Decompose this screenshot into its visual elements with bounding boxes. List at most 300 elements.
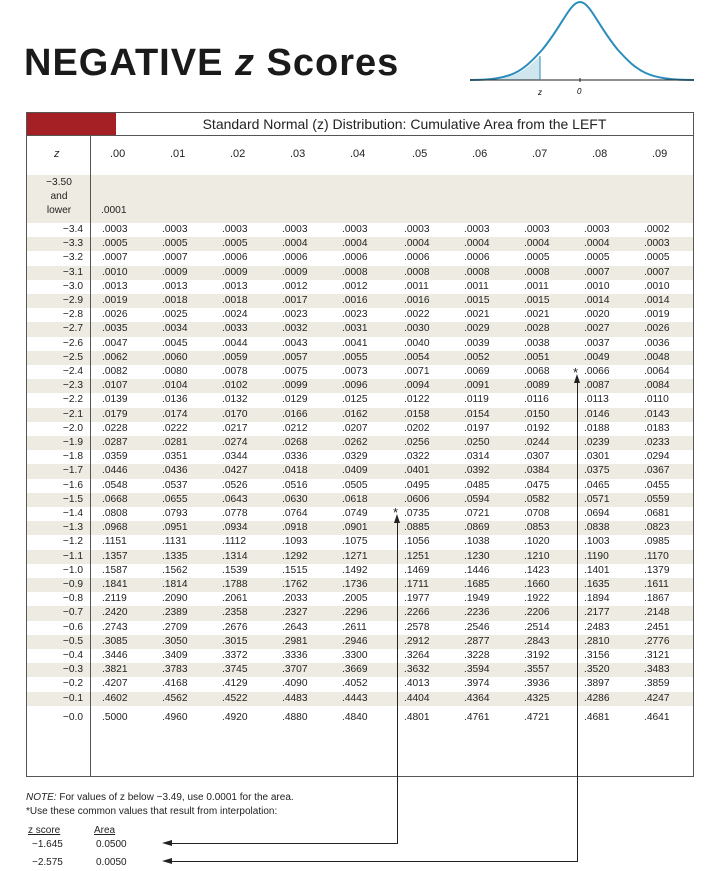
table-row [27,237,693,251]
table-cell: .0125 [342,394,368,406]
table-cell: .0594 [464,493,490,505]
table-cell: .2981 [282,635,308,647]
table-cell: .0749 [342,508,368,519]
row-z-label: −2.9 [62,295,83,306]
table-cell: .1314 [222,550,248,562]
table-cell: .3707 [282,664,308,676]
table-cell: .3974 [464,678,490,690]
table-cell: .0721 [464,508,490,519]
table-cell: .0006 [464,252,490,264]
table-cell: .0139 [102,394,128,406]
table-row [27,280,693,294]
table-row [27,322,693,336]
table-cell: .0080 [162,366,188,377]
table-cell: .4801 [404,711,430,723]
table-cell: .1736 [342,579,368,590]
table-cell: .0329 [342,451,368,463]
table-cell: .0019 [102,295,128,306]
table-cell: .1949 [464,593,490,605]
table-cell: .0036 [644,337,670,349]
table-cell: .0071 [404,366,430,377]
table-cell: .2148 [644,607,670,619]
table-cell: .5000 [102,711,128,723]
table-cell: .4247 [644,692,670,704]
table-cell: .0256 [404,437,430,448]
table-cell: .0068 [524,366,550,377]
table-cell: .0007 [162,252,188,264]
table-cell: .2912 [404,635,430,647]
table-cell: .0465 [584,479,610,491]
table-cell: .1685 [464,579,490,590]
table-cell: .0048 [644,351,670,363]
table-cell: .4721 [524,711,550,723]
table-cell: .1335 [162,550,188,562]
table-cell: .0075 [282,366,308,377]
table-cell: .0094 [404,380,430,392]
table-cell: .0359 [102,451,128,463]
table-cell: .0003 [162,224,188,235]
table-cell: .1271 [342,550,368,562]
table-cell: .3783 [162,664,188,676]
table-cell: .0003 [584,224,610,235]
table-cell: .0287 [102,437,128,448]
row-z-label: −2.6 [62,337,83,349]
table-cell: .2483 [584,621,610,633]
table-cell: .0052 [464,351,490,363]
table-cell: .0008 [342,266,368,278]
row-z-label: −2.2 [62,394,83,406]
table-cell: .0951 [162,522,188,534]
table-cell: .0107 [102,380,128,392]
table-row [27,365,693,379]
table-cell: .2946 [342,635,368,647]
row-z-label: −3.1 [62,266,83,278]
table-cell: .0436 [162,465,188,477]
table-cell: .1151 [102,536,127,548]
table-cell: .1003 [584,536,610,548]
table-cell: .1251 [404,550,430,562]
table-cell: .0004 [342,238,368,250]
table-cell: .1038 [464,536,490,548]
table-cell: .0004 [524,238,550,250]
table-cell: .0004 [404,238,430,250]
table-cell: .4602 [102,692,128,704]
table-cell: .0026 [102,309,128,321]
table-cell: .0228 [102,422,128,434]
table-cell: .0166 [282,408,308,420]
table-cell: .0375 [584,465,610,477]
table-row [27,592,693,606]
table-cell: .0132 [222,394,248,406]
table-row [27,393,693,407]
table-cell: .4443 [342,692,368,704]
mini-area-2: 0.0050 [96,857,127,868]
table-cell: .0040 [404,337,430,349]
table-cell: .0032 [282,323,308,335]
table-row [27,436,693,450]
table-cell: .4325 [524,692,550,704]
first-row-label-2: and [50,191,68,202]
table-cell: .0029 [464,323,490,335]
table-cell: .0004 [584,238,610,250]
row-z-label: −3.3 [62,238,83,250]
table-cell: .0274 [222,437,248,448]
table-cell: .2033 [282,593,308,605]
table-cell: .2358 [222,607,248,619]
table-cell: .0268 [282,437,308,448]
table-cell: .0099 [282,380,308,392]
table-cell: .0559 [644,493,670,505]
table-cell: .0010 [644,280,670,292]
table-cell: .0808 [102,508,128,519]
table-cell: .0655 [162,493,188,505]
table-cell: .0066 [584,366,610,377]
table-cell: .0024 [222,309,248,321]
row-minus-3-50-and-lower [27,175,693,223]
table-cell: .0002 [644,224,670,235]
table-cell: .0708 [524,508,550,519]
table-cell: .0062 [102,351,128,363]
table-cell: .0113 [584,394,609,406]
table-cell: .2061 [222,593,248,605]
table-cell: .0019 [644,309,670,321]
table-cell: .0082 [102,366,128,377]
table-cell: .0418 [282,465,308,477]
table-cell: .1867 [644,593,670,605]
table-cell: .0084 [644,380,670,392]
table-cell: .0007 [102,252,128,264]
row-z-label: −1.1 [62,550,83,562]
table-cell: .0853 [524,522,550,534]
table-cell: .0013 [102,280,128,292]
table-cell: .0427 [222,465,248,477]
mini-header-area: Area [94,825,116,836]
table-cell: .0078 [222,366,248,377]
table-cell: .3632 [404,664,430,676]
first-row-value: .0001 [101,205,127,216]
table-cell: .0047 [102,337,128,349]
table-cell: .4483 [282,692,308,704]
table-cell: .0005 [162,238,188,250]
row-z-label: −2.0 [62,422,83,434]
table-cell: .3520 [584,664,610,676]
table-cell: .0301 [584,451,610,463]
table-cell: .0005 [584,252,610,264]
table-row [27,266,693,280]
table-cell: .1093 [282,536,308,548]
row-z-label: −0.7 [62,607,83,619]
title-z: z [235,42,255,84]
table-cell: .1210 [524,550,550,562]
table-cell: .3085 [102,635,128,647]
table-cell: .0035 [102,323,128,335]
note-interpolation: *Use these common values that result from interpolation: [26,806,278,817]
table-cell: .0244 [524,437,550,448]
table-cell: .0838 [584,522,610,534]
table-cell: .0174 [162,408,188,420]
table-cell: .3015 [222,635,248,647]
column-header-6: .06 [472,148,488,160]
table-cell: .0005 [524,252,550,264]
table-cell: .0049 [584,351,610,363]
table-cell: .3300 [342,650,368,661]
table-cell: .0004 [282,238,308,250]
table-cell: .0146 [584,408,610,420]
row-z-label: −0.9 [62,579,83,590]
table-cell: .0003 [464,224,490,235]
table-cell: .2177 [584,607,610,619]
column-header-z: z [54,148,60,160]
table-cell: .2119 [102,593,127,605]
table-cell: .0154 [464,408,490,420]
table-cell: .0010 [584,280,610,292]
table-cell: .0091 [464,380,490,392]
table-cell: .0505 [342,479,368,491]
table-cell: .1814 [162,579,188,590]
row-z-label: −1.2 [62,536,83,548]
table-cell: .0119 [464,394,489,406]
table-cell: .0869 [464,522,490,534]
table-cell: .1423 [524,564,550,576]
table-cell: .3745 [222,664,248,676]
column-header-2: .02 [230,148,246,160]
table-cell: .1190 [584,550,609,562]
table-cell: .0197 [464,422,490,434]
table-cell: .1922 [524,593,550,605]
table-cell: .0618 [342,493,368,505]
table-cell: .1894 [584,593,610,605]
table-cell: .1660 [524,579,550,590]
row-z-label: −0.2 [62,678,83,690]
table-cell: .2389 [162,607,188,619]
interpolation-star-1645: * [393,505,399,520]
table-cell: .0015 [464,295,490,306]
row-z-label: −0.4 [62,650,83,661]
table-cell: .0005 [644,252,670,264]
table-row [27,507,693,521]
row-z-label: −2.8 [62,309,83,321]
table-cell: .4404 [404,692,430,704]
table-cell: .1841 [102,579,128,590]
table-cell: .0003 [342,224,368,235]
table-cell: .1357 [102,550,128,562]
table-cell: .2327 [282,607,308,619]
table-cell: .4052 [342,678,368,690]
table-cell: .4090 [282,678,308,690]
column-header-7: .07 [532,148,548,160]
table-cell: .2810 [584,635,610,647]
arrow-line-1645-vertical [397,521,398,843]
table-row [27,351,693,365]
row-z-label: −0.1 [62,692,83,704]
table-cell: .0668 [102,493,128,505]
table-cell: .2709 [162,621,188,633]
table-cell: .0212 [282,422,308,434]
table-cell: .0207 [342,422,368,434]
table-cell: .0014 [644,295,670,306]
table-cell: .4129 [222,678,248,690]
row-z-label: −2.1 [62,408,83,420]
table-cell: .0003 [644,238,670,250]
table-cell: .4840 [342,711,368,723]
table-cell: .0401 [404,465,430,477]
table-cell: .4641 [644,711,670,723]
table-cell: .3821 [102,664,128,676]
table-cell: .3669 [342,664,368,676]
table-row [27,308,693,322]
table-cell: .0025 [162,309,188,321]
z-column-divider [90,135,91,776]
table-row [27,422,693,436]
table-cell: .0041 [342,337,368,349]
table-row [27,677,693,691]
table-cell: .0028 [524,323,550,335]
column-header-row [27,135,693,176]
arrow-line-2575-vertical [577,381,578,861]
table-cell: .0485 [464,479,490,491]
table-cell: .0004 [464,238,490,250]
table-cell: .0064 [644,366,670,377]
row-z-label: −1.6 [62,479,83,491]
table-cell: .2877 [464,635,490,647]
table-cell: .0582 [524,493,550,505]
table-cell: .3192 [524,650,550,661]
table-cell: .0314 [464,451,490,463]
table-cell: .0793 [162,508,188,519]
arrow-tip-1645 [162,840,172,846]
table-cell: .3483 [644,664,670,676]
table-cell: .3228 [464,650,490,661]
row-z-label: −3.4 [62,224,83,235]
table-cell: .0281 [162,437,188,448]
table-cell: .0885 [404,522,430,534]
table-cell: .0202 [404,422,430,434]
table-cell: .0007 [644,266,670,278]
table-cell: .0516 [282,479,308,491]
bell-curve-line [470,2,694,80]
title-prefix: NEGATIVE [24,42,235,84]
row-z-label: −1.7 [62,465,83,477]
table-cell: .0030 [404,323,430,335]
table-row [27,251,693,265]
table-cell: .4562 [162,692,188,704]
table-cell: .0537 [162,479,188,491]
table-cell: .0322 [404,451,430,463]
table-cell: .0548 [102,479,128,491]
table-cell: .4920 [222,711,248,723]
row-z-label: −1.3 [62,522,83,534]
row-z-label: −1.5 [62,493,83,505]
table-cell: .0073 [342,366,368,377]
row-z-label: −2.3 [62,380,83,392]
table-row [27,493,693,507]
row-z-label: −1.9 [62,437,83,448]
arrow-tip-2575 [162,858,172,864]
table-row [27,635,693,649]
table-cell: .2451 [644,621,670,633]
table-cell: .0045 [162,337,188,349]
table-cell: .0446 [102,465,128,477]
table-cell: .3050 [162,635,188,647]
table-row [27,450,693,464]
table-cell: .0188 [584,422,610,434]
table-cell: .1112 [222,536,246,548]
table-row [27,649,693,663]
table-row [27,464,693,478]
table-cell: .0170 [222,408,248,420]
table-cell: .1170 [644,550,669,562]
table-cell: .3336 [282,650,308,661]
table-row [27,578,693,592]
table-cell: .0016 [342,295,368,306]
table-cell: .0143 [644,408,670,420]
table-cell: .0643 [222,493,248,505]
table-row [27,621,693,635]
table-row [27,692,693,706]
table-cell: .0011 [524,280,549,292]
table-cell: .1292 [282,550,308,562]
table-cell: .0060 [162,351,188,363]
table-cell: .1492 [342,564,368,576]
table-cell: .0009 [162,266,188,278]
table-cell: .0021 [524,309,550,321]
table-cell: .0239 [584,437,610,448]
row-z-label: −2.7 [62,323,83,335]
table-cell: .0003 [222,224,248,235]
table-cell: .1446 [464,564,490,576]
table-cell: .0110 [644,394,669,406]
table-cell: .0918 [282,522,308,534]
table-cell: .4364 [464,692,490,704]
mini-z-2: −2.575 [32,857,63,868]
table-cell: .0037 [584,337,610,349]
table-cell: .1711 [404,579,429,590]
table-cell: .1020 [524,536,550,548]
mini-z-1: −1.645 [32,839,63,850]
table-cell: .1762 [282,579,308,590]
table-cell: .0031 [342,323,368,335]
table-cell: .0007 [584,266,610,278]
table-cell: .1539 [222,564,248,576]
table-cell: .0158 [404,408,430,420]
column-header-8: .08 [592,148,608,160]
table-cell: .1401 [584,564,610,576]
table-row [27,606,693,620]
row-z-label: −2.5 [62,351,83,363]
table-cell: .0013 [222,280,248,292]
table-cell: .0934 [222,522,248,534]
table-cell: .0606 [404,493,430,505]
table-cell: .4013 [404,678,430,690]
table-cell: .0003 [524,224,550,235]
table-cell: .0010 [102,266,128,278]
table-cell: .0233 [644,437,670,448]
table-cell: .0027 [584,323,610,335]
column-header-1: .01 [170,148,186,160]
table-cell: .0055 [342,351,368,363]
table-cell: .2611 [342,621,367,633]
table-cell: .4960 [162,711,188,723]
table-cell: .0044 [222,337,248,349]
table-cell: .3859 [644,678,670,690]
table-cell: .0015 [524,295,550,306]
table-cell: .2578 [404,621,430,633]
mini-header-z-score: z score [28,825,61,836]
table-cell: .0011 [464,280,489,292]
row-z-label: −0.5 [62,635,83,647]
table-cell: .3121 [644,650,670,661]
curve-label-z: z [538,88,542,97]
